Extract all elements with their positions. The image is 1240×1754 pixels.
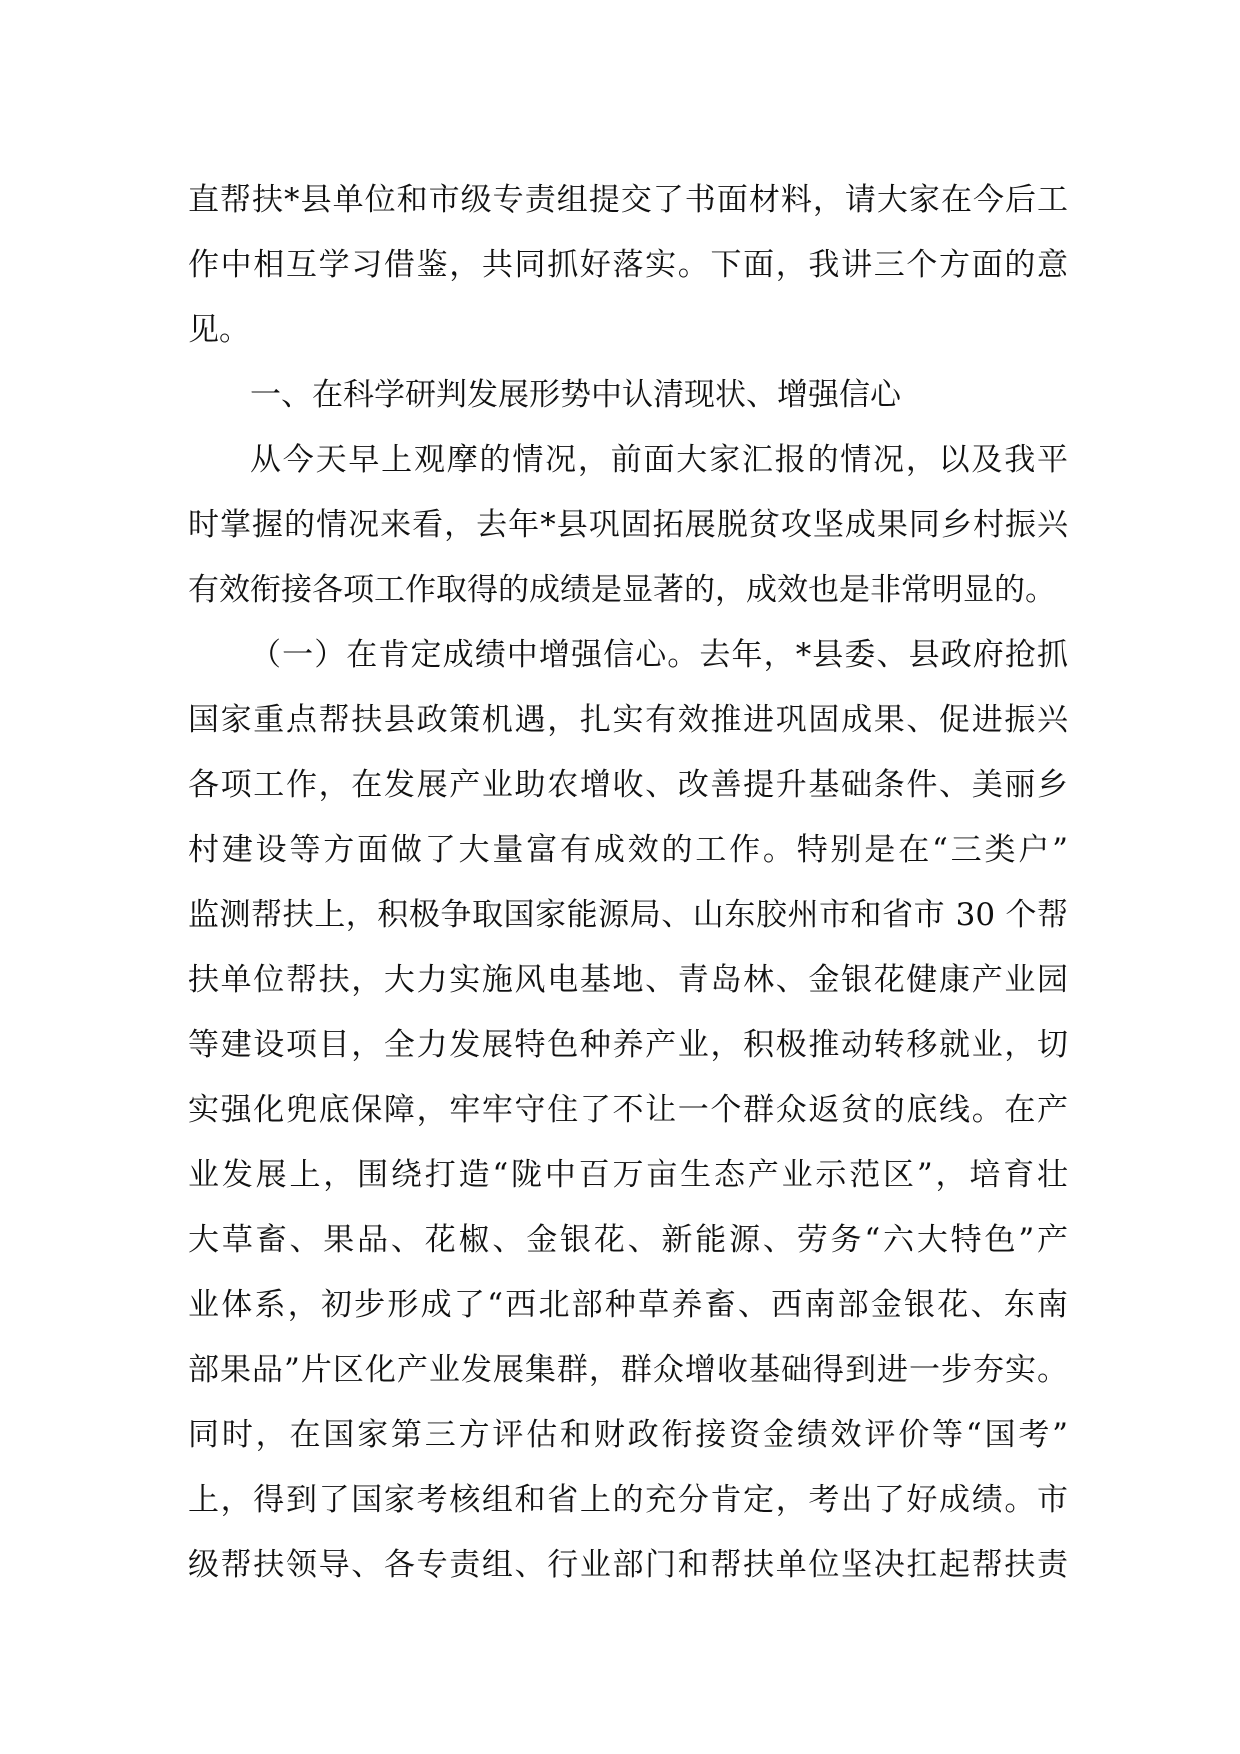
text-line: 扶单位帮扶，大力实施风电基地、青岛林、金银花健康产业园 (188, 962, 1068, 998)
text-line: 国家重点帮扶县政策机遇，扎实有效推进巩固成果、促进振兴 (188, 702, 1068, 738)
text-line: 级帮扶领导、各专责组、行业部门和帮扶单位坚决扛起帮扶责 (188, 1547, 1068, 1583)
text-line: 一、在科学研判发展形势中认清现状、增强信心 (250, 377, 901, 413)
text-line: 从今天早上观摩的情况，前面大家汇报的情况，以及我平 (250, 442, 1068, 478)
text-line: 部果品”片区化产业发展集群，群众增收基础得到进一步夯实。 (188, 1352, 1068, 1388)
text-line: 直帮扶*县单位和市级专责组提交了书面材料，请大家在今后工 (188, 182, 1068, 218)
text-line: 实强化兜底保障，牢牢守住了不让一个群众返贫的底线。在产 (188, 1092, 1068, 1128)
text-line: 见。 (188, 312, 250, 348)
text-line: （一）在肯定成绩中增强信心。去年，*县委、县政府抢抓 (250, 637, 1068, 673)
text-line: 作中相互学习借鉴，共同抓好落实。下面，我讲三个方面的意 (188, 247, 1068, 283)
text-line: 时掌握的情况来看，去年*县巩固拓展脱贫攻坚成果同乡村振兴 (188, 507, 1068, 543)
text-line: 村建设等方面做了大量富有成效的工作。特别是在“三类户” (188, 832, 1068, 868)
text-line: 同时，在国家第三方评估和财政衔接资金绩效评价等“国考” (188, 1417, 1068, 1453)
text-line: 业发展上，围绕打造“陇中百万亩生态产业示范区”，培育壮 (188, 1157, 1068, 1193)
text-line: 有效衔接各项工作取得的成绩是显著的，成效也是非常明显的。 (188, 572, 1056, 608)
text-line: 大草畜、果品、花椒、金银花、新能源、劳务“六大特色”产 (188, 1222, 1068, 1258)
text-line: 等建设项目，全力发展特色种养产业，积极推动转移就业，切 (188, 1027, 1068, 1063)
text-line: 业体系，初步形成了“西北部种草养畜、西南部金银花、东南 (188, 1287, 1068, 1323)
document-body (188, 168, 1068, 1598)
text-line: 监测帮扶上，积极争取国家能源局、山东胶州市和省市 30 个帮 (188, 897, 1068, 933)
text-line: 各项工作，在发展产业助农增收、改善提升基础条件、美丽乡 (188, 767, 1068, 803)
text-line: 上，得到了国家考核组和省上的充分肯定，考出了好成绩。市 (188, 1482, 1068, 1518)
